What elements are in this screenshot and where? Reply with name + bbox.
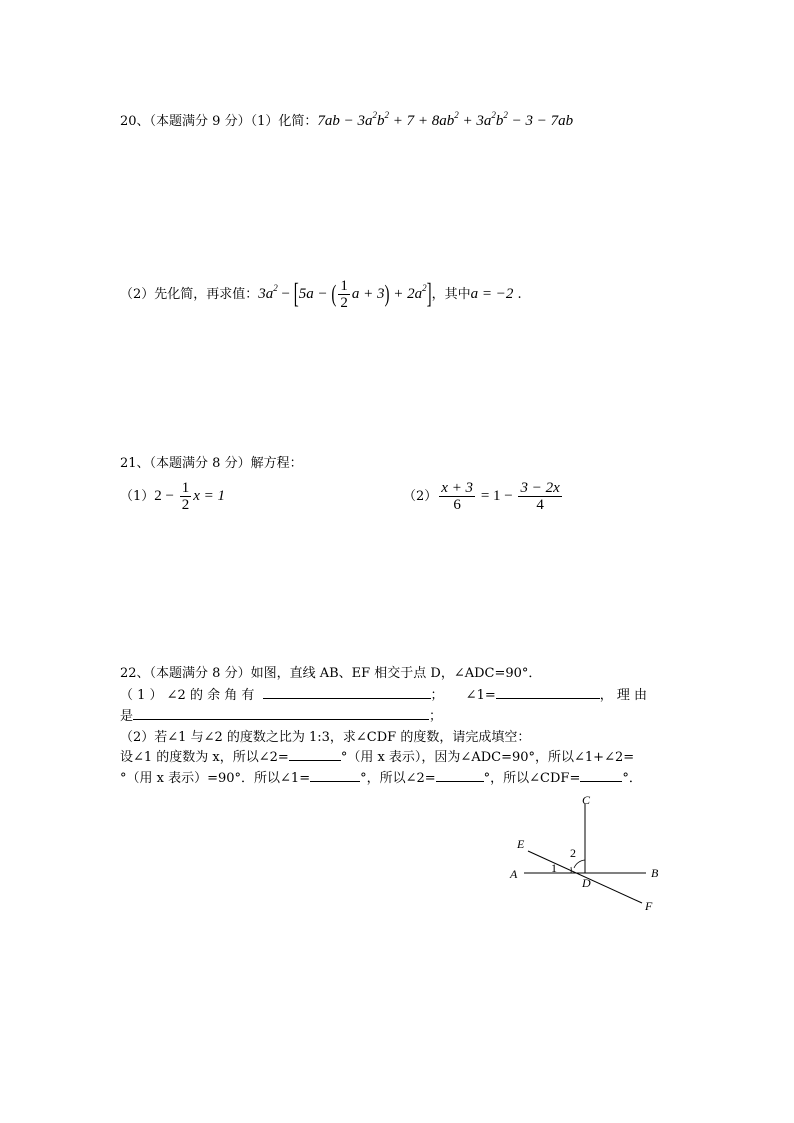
q20-part2-label: （2）先化简，再求值： (120, 287, 259, 302)
q21-part1: （1）2 − $\frac{1}{2}$ x = 1 (120, 480, 226, 514)
label-angle-1: 1 (551, 861, 557, 875)
q21-equation-2: $\frac{x + 3}{6}$ = 1 − $\frac{3 - 2x}{4}$ (441, 480, 560, 514)
q21-title: 21、（本题满分 8 分）解方程： (120, 456, 303, 471)
blank-angle-2-value[interactable] (436, 768, 484, 782)
q22-title: 22、（本题满分 8 分）如图，直线 AB、EF 相交于点 D，∠ADC=90°． (120, 666, 542, 681)
blank-angle-1-value[interactable] (310, 768, 360, 782)
q20-where: ，其中 (431, 287, 471, 302)
blank-angle-1[interactable] (496, 685, 600, 699)
geometry-figure (500, 790, 680, 920)
q20-expression-2: $3a^2 - [5a$ − ( $\frac{1}{2}$ $a + 3) + 2a^2$] (258, 278, 432, 312)
blank-angle-2-expression[interactable] (289, 747, 341, 761)
q22-line3: （2）若∠1 与∠2 的度数之比为 1:3，求∠CDF 的度数，请完成填空： (120, 730, 531, 745)
q22-line4: 设∠1 的度数为 x，所以∠2= °（用 x 表示），因为∠ADC=90°，所以∠1+∠2= (120, 746, 634, 765)
blank-angle-cdf-value[interactable] (580, 768, 622, 782)
label-a: A (510, 867, 518, 881)
label-c: C (582, 793, 591, 807)
q20-line2: （2）先化简，再求值：$3a^2 - [5a$ − ( $\frac{1}{2}$ $a + 3) + 2a^2$]，其中a = −2 . (120, 278, 522, 312)
label-angle-2: 2 (570, 846, 576, 860)
q22-line5: °（用 x 表示）=90°．所以∠1= °，所以∠2= °，所以∠CDF= °． (120, 767, 642, 786)
angle-2-arc (574, 860, 585, 868)
label-d: D (582, 876, 591, 890)
label-b: B (651, 866, 659, 880)
q20-line1 (120, 110, 573, 130)
q22-line1: （ 1 ） ∠2 的 余 角 有 ； ∠1= ， 理 由 (120, 684, 676, 703)
q22-line2: 是 ； (120, 705, 442, 724)
q20-value: a = −2 (470, 286, 514, 302)
q20-expression-1: $7ab - 3a^2b^2 + 7 + 8ab^2 + 3a^2b^2 - 3 - 7ab$ (317, 110, 574, 129)
q21-equation-1: 2 − $\frac{1}{2}$ x = 1 (154, 480, 226, 514)
q20-label: 20、（本题满分 9 分）（1）化简： (120, 114, 318, 129)
q21-part2: （2） $\frac{x + 3}{6}$ = 1 − $\frac{3 - 2x}{4}$ (403, 476, 564, 516)
label-e: E (517, 837, 525, 851)
blank-complement-angles[interactable] (263, 685, 431, 699)
blank-reason[interactable] (133, 706, 429, 720)
label-f: F (645, 899, 653, 913)
